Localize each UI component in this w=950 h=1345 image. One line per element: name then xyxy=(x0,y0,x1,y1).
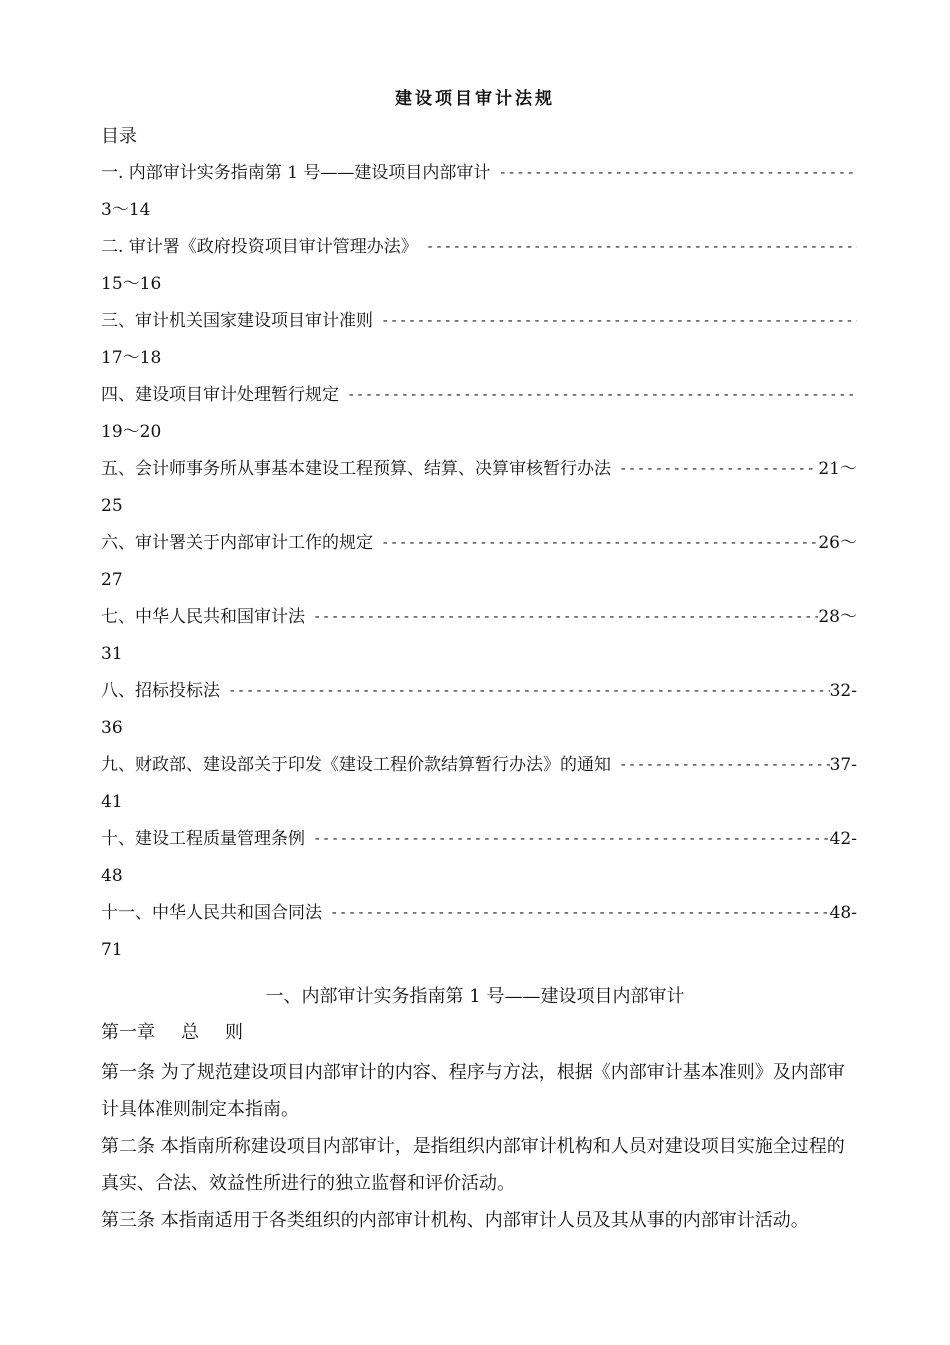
toc-entry-title: 六、审计署关于内部审计工作的规定 xyxy=(101,533,373,553)
toc-entry-title: 九、财政部、建设部关于印发《建设工程价款结算暂行办法》的通知 xyxy=(101,755,611,775)
toc-entry-title: 五、会计师事务所从事基本建设工程预算、结算、决算审核暂行办法 xyxy=(101,459,611,479)
toc-heading: 目录 xyxy=(101,126,137,147)
article-paragraph: 第三条 本指南适用于各类组织的内部审计机构、内部审计人员及其从事的内部审计活动。 xyxy=(101,1210,809,1231)
toc-leader-dashes xyxy=(498,160,857,186)
toc-entry-page-end: 19～20 xyxy=(101,422,162,442)
toc-leader-dashes xyxy=(426,234,857,260)
toc-entry-page-end: 15～16 xyxy=(101,274,162,294)
toc-leader-dashes xyxy=(313,604,818,630)
chapter-heading xyxy=(101,1018,243,1044)
toc-entry xyxy=(101,752,857,826)
toc-entry-title: 七、中华人民共和国审计法 xyxy=(101,607,305,627)
toc-entry-title: 四、建设项目审计处理暂行规定 xyxy=(101,385,339,405)
table-of-contents xyxy=(101,160,857,974)
toc-entry-page-end: 3～14 xyxy=(101,200,151,220)
toc-entry xyxy=(101,308,857,382)
section-heading: 一、内部审计实务指南第 1 号——建设项目内部审计 xyxy=(265,986,685,1007)
toc-leader-dashes xyxy=(381,308,857,334)
toc-entry-title: 一. 内部审计实务指南第 1 号——建设项目内部审计 xyxy=(101,163,491,183)
toc-entry-page-start: 32- xyxy=(829,681,857,701)
toc-entry-page-start: 42- xyxy=(829,829,857,849)
toc-entry xyxy=(101,604,857,678)
toc-entry-page-end: 25 xyxy=(101,496,123,516)
chapter-label: 第一章 xyxy=(101,1022,155,1043)
toc-entry xyxy=(101,826,857,900)
toc-entry xyxy=(101,456,857,530)
toc-entry-page-end: 31 xyxy=(101,644,123,664)
chapter-title-part: 则 xyxy=(225,1022,243,1043)
toc-leader-dashes xyxy=(619,752,830,778)
toc-entry-page-end: 27 xyxy=(101,570,123,590)
toc-entry xyxy=(101,160,857,234)
toc-leader-dashes xyxy=(313,826,830,852)
toc-leader-dashes xyxy=(381,530,818,556)
toc-entry xyxy=(101,900,857,974)
article-paragraph: 第一条 为了规范建设项目内部审计的内容、程序与方法，根据《内部审计基本准则》及内部审计具体准则制定本指南。 xyxy=(101,1062,845,1120)
toc-entry-page-start: 26～ xyxy=(818,533,857,553)
toc-leader-dashes xyxy=(619,456,818,482)
article-list xyxy=(101,1054,857,1239)
toc-entry-page-start: 28～ xyxy=(818,607,857,627)
toc-entry-title: 十、建设工程质量管理条例 xyxy=(101,829,305,849)
toc-leader-dashes xyxy=(228,678,830,704)
toc-entry-page-end: 36 xyxy=(101,718,123,738)
toc-entry-page-end: 17～18 xyxy=(101,348,162,368)
toc-entry xyxy=(101,530,857,604)
toc-entry xyxy=(101,678,857,752)
toc-entry-title: 三、审计机关国家建设项目审计准则 xyxy=(101,311,373,331)
chapter-title-part: 总 xyxy=(181,1022,199,1043)
document-title: 建设项目审计法规 xyxy=(395,89,555,109)
toc-entry-page-end: 41 xyxy=(101,792,123,812)
toc-leader-dashes xyxy=(347,382,857,408)
toc-entry-page-start: 37- xyxy=(829,755,857,775)
toc-entry xyxy=(101,234,857,308)
toc-entry-title: 二. 审计署《政府投资项目审计管理办法》 xyxy=(101,237,418,257)
toc-entry-page-end: 48 xyxy=(101,866,123,886)
article-paragraph: 第二条 本指南所称建设项目内部审计，是指组织内部审计机构和人员对建设项目实施全过程的真实、合法、效益性所进行的独立监督和评价活动。 xyxy=(101,1136,845,1194)
toc-leader-dashes xyxy=(330,900,830,926)
toc-entry-page-start: 21～ xyxy=(818,459,857,479)
toc-entry-title: 十一、中华人民共和国合同法 xyxy=(101,903,322,923)
toc-entry-page-start: 48- xyxy=(829,903,857,923)
toc-entry-title: 八、招标投标法 xyxy=(101,681,220,701)
toc-entry-page-end: 71 xyxy=(101,940,123,960)
toc-entry xyxy=(101,382,857,456)
